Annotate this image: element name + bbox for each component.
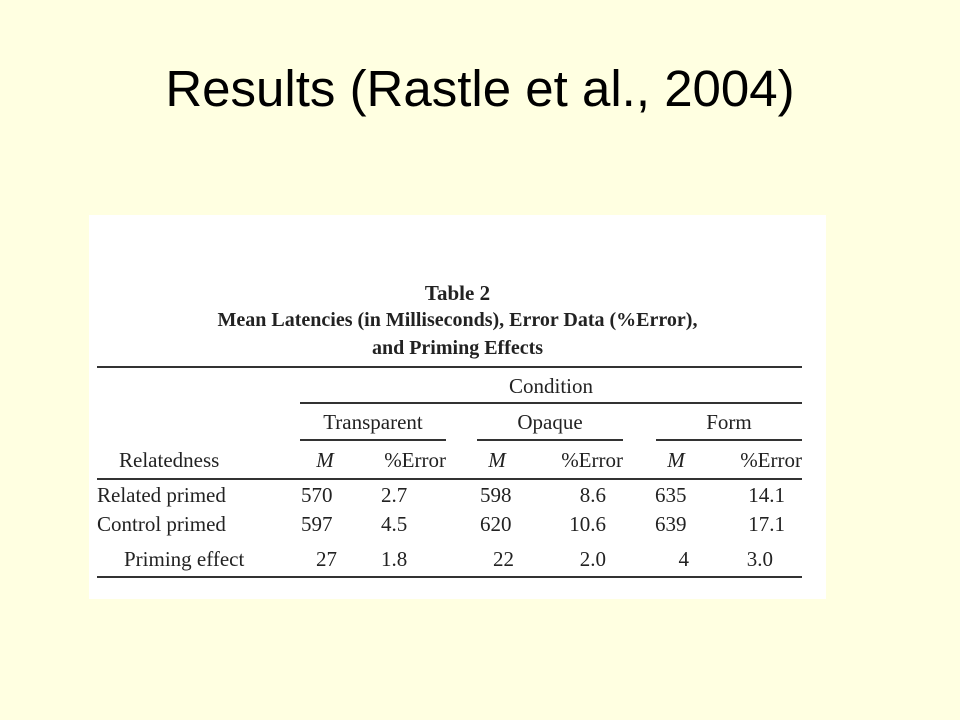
row-label: Priming effect	[124, 547, 245, 571]
col-header-m: M	[488, 448, 506, 472]
row-label: Related primed	[97, 483, 226, 507]
table-cell: 598	[480, 483, 512, 507]
table-cell: 4.5	[381, 512, 408, 536]
opaque-rule	[477, 439, 623, 441]
col-header-error: %Error	[384, 448, 446, 472]
table-cell: 635	[655, 483, 687, 507]
table-cell: 620	[480, 512, 512, 536]
table-cell: 2.7	[381, 483, 408, 507]
condition-spanner: Condition	[508, 374, 593, 398]
table-cell: 8.6	[579, 483, 606, 507]
header-rule	[97, 478, 802, 480]
group-transparent: Transparent	[323, 410, 423, 434]
transparent-rule	[300, 439, 446, 441]
table-cell: 22	[493, 547, 514, 571]
table-cell: 4	[678, 547, 689, 571]
table-caption-line1: Mean Latencies (in Milliseconds), Error Data (%Error),	[217, 309, 698, 331]
bottom-rule	[97, 576, 802, 578]
table-caption-line2: and Priming Effects	[371, 337, 544, 359]
table-cell: 2.0	[579, 547, 606, 571]
stub-header: Relatedness	[119, 448, 220, 472]
row-label: Control primed	[97, 512, 226, 536]
condition-rule	[300, 402, 802, 404]
table-cell: 27	[316, 547, 337, 571]
table-cell: 597	[301, 512, 333, 536]
table-cell: 3.0	[746, 547, 773, 571]
top-rule	[97, 366, 802, 368]
table-cell: 17.1	[748, 512, 785, 536]
slide-title: Results (Rastle et al., 2004)	[165, 60, 795, 117]
table-cell: 10.6	[569, 512, 606, 536]
col-header-error: %Error	[740, 448, 802, 472]
col-header-error: %Error	[561, 448, 623, 472]
results-table	[89, 215, 826, 599]
group-opaque: Opaque	[517, 410, 583, 434]
table-cell: 14.1	[748, 483, 785, 507]
table-cell: 1.8	[381, 547, 408, 571]
col-header-m: M	[316, 448, 334, 472]
table-cell: 639	[655, 512, 687, 536]
table-label: Table 2	[424, 281, 491, 305]
group-form: Form	[706, 410, 752, 434]
col-header-m: M	[667, 448, 685, 472]
form-rule	[656, 439, 802, 441]
table-cell: 570	[301, 483, 333, 507]
